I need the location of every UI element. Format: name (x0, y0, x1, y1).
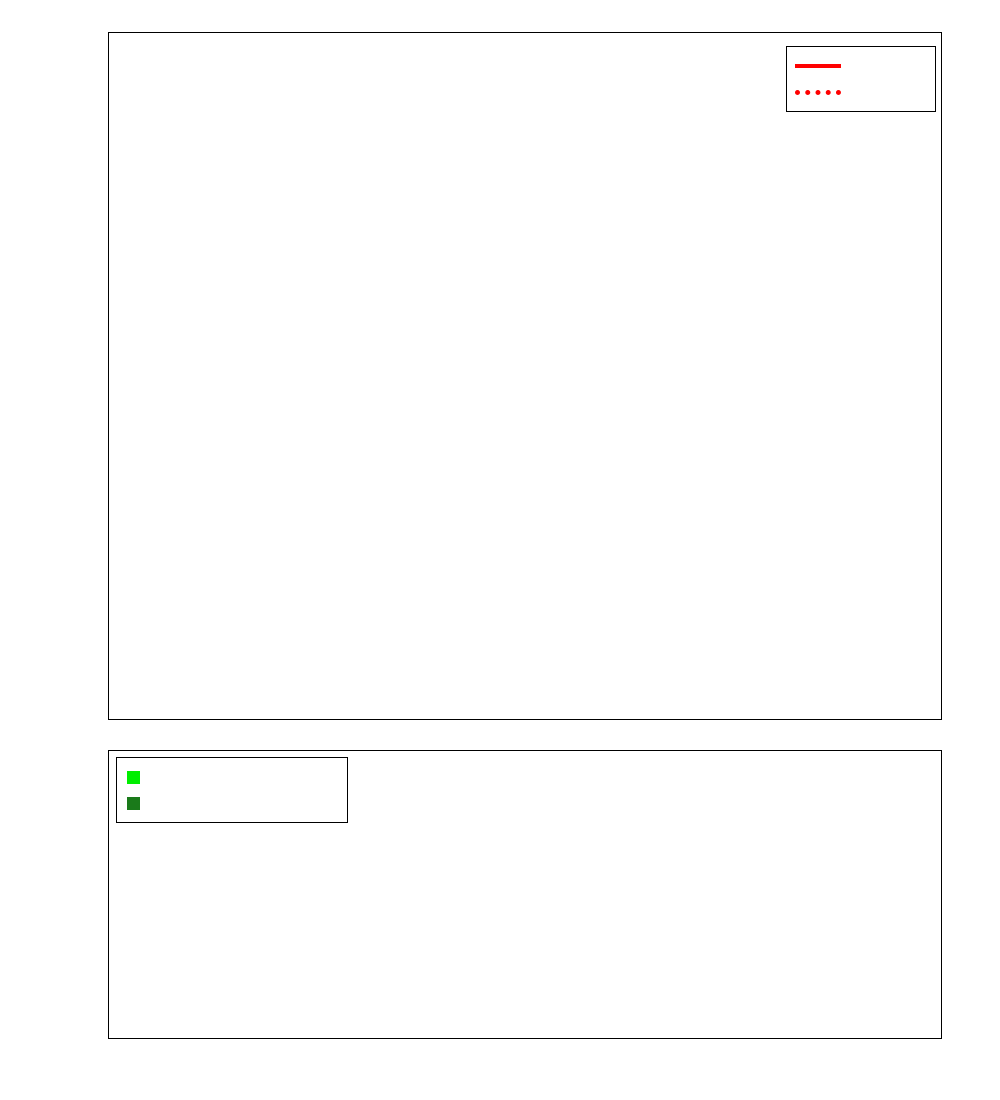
legend-item-utilized-ruptures (125, 790, 337, 816)
top-plot-legend (786, 46, 936, 112)
utilized-ruptures-swatch (127, 797, 140, 810)
legend-item-participation (795, 53, 925, 79)
cumulative-rate-plot (108, 32, 942, 720)
bottom-plot-legend (116, 757, 348, 823)
legend-item-nucleation (795, 79, 925, 105)
nucleation-line-swatch (795, 90, 841, 95)
available-ruptures-swatch (127, 771, 140, 784)
legend-item-available-ruptures (125, 764, 337, 790)
participation-line-swatch (795, 64, 841, 68)
